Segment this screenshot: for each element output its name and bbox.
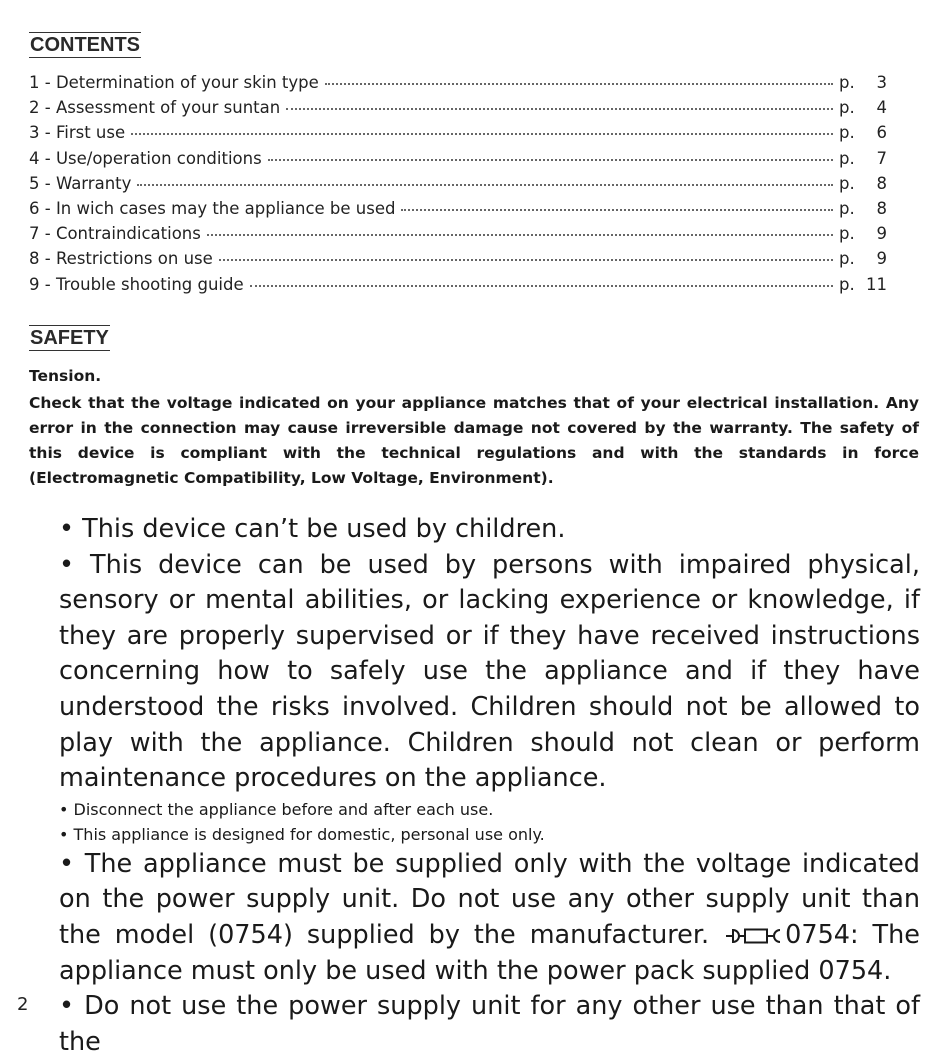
power-supply-symbol-icon	[723, 926, 781, 946]
toc-leader-dots	[250, 284, 833, 287]
power-pack-text: 0754: The appliance must only be used with the power pack supplied 0754.	[59, 919, 920, 986]
toc-page-prefix: p.	[839, 224, 855, 244]
toc-leader-dots	[325, 82, 833, 85]
bullet-impaired-persons: • This device can be used by persons with impaired physical, sensory or mental abilities, or lacking experience or knowledge, if they are properly supervised or if they have received instructions concerning how to safely use the appliance and if they have understood the risks involved. Children should not be allowed to play with the appliance. Children should not clean or perform maintenance procedures on the appliance.	[59, 549, 920, 794]
toc-page-number: 9	[876, 249, 887, 269]
tension-warning-text: Check that the voltage indicated on your appliance matches that of your electrical installation. Any error in the connection may cause irreversible damage not covered by the warranty. The safety of this device is compliant with the technical regulations and with the standards in force (Electromagnetic Compatibility, Low Voltage, Environment).	[29, 394, 919, 487]
bullet-other-use: • Do not use the power supply unit for any other use than that of the	[59, 991, 920, 1057]
toc-entry-title: 2 - Assessment of your suntan	[29, 98, 281, 118]
bullet-children: • This device can’t be used by children.	[59, 514, 566, 544]
toc-row	[29, 123, 887, 148]
bullet-disconnect: • Disconnect the appliance before and after each use.	[59, 799, 494, 819]
toc-entry-title: 6 - In wich cases may the appliance be used	[29, 198, 396, 218]
safety-heading: SAFETY	[30, 327, 109, 349]
toc-leader-dots	[207, 233, 833, 236]
toc-leader-dots	[401, 208, 833, 211]
toc-entry-title: 1 - Determination of your skin type	[29, 73, 319, 92]
toc-page-number: 8	[876, 198, 887, 218]
toc-entry-title: 8 - Restrictions on use	[29, 249, 213, 269]
toc-row	[29, 98, 887, 123]
toc-row	[29, 73, 887, 98]
toc-row	[29, 275, 887, 300]
toc-entry-title: 7 - Contraindications	[29, 224, 201, 244]
toc-page-prefix: p.	[839, 274, 855, 294]
toc-page-prefix: p.	[839, 73, 855, 92]
toc-leader-dots	[131, 132, 833, 135]
bullet-power-supply	[59, 847, 920, 989]
contents-heading: CONTENTS	[30, 34, 140, 56]
toc-row	[29, 249, 887, 274]
toc-page-prefix: p.	[839, 249, 855, 269]
tension-title: Tension.	[29, 367, 102, 385]
toc-row	[29, 149, 887, 174]
toc-leader-dots	[286, 107, 833, 110]
toc-page-prefix: p.	[839, 98, 855, 118]
bullet-domestic-use: • This appliance is designed for domestic, personal use only.	[59, 824, 545, 844]
toc-entry-title: 5 - Warranty	[29, 173, 132, 193]
toc-entry-title: 4 - Use/operation conditions	[29, 148, 262, 168]
toc-page-number: 8	[876, 173, 887, 193]
toc-page-number: 3	[876, 73, 887, 92]
toc-page-number: 11	[866, 274, 887, 294]
toc-page-prefix: p.	[839, 173, 855, 193]
toc-row	[29, 224, 887, 249]
toc-entry-title: 3 - First use	[29, 123, 126, 143]
power-supply-text: • The appliance must be supplied only with the voltage indicated on the power supply unit. Do not use any other supply unit than the model (0754) supplied by the manufacturer.	[59, 848, 920, 950]
toc-page-number: 7	[876, 148, 887, 168]
toc-leader-dots	[268, 158, 833, 161]
toc-page-prefix: p.	[839, 123, 855, 143]
toc-leader-dots	[137, 183, 833, 186]
table-of-contents	[29, 73, 887, 300]
toc-row	[29, 199, 887, 224]
toc-page-prefix: p.	[839, 148, 855, 168]
toc-entry-title: 9 - Trouble shooting guide	[29, 274, 244, 294]
toc-page-number: 6	[876, 123, 887, 143]
page-number: 2	[17, 994, 29, 1015]
safety-bullet-list	[59, 512, 920, 1060]
toc-page-prefix: p.	[839, 198, 855, 218]
toc-page-number: 4	[876, 98, 887, 118]
toc-row	[29, 174, 887, 199]
toc-leader-dots	[219, 258, 833, 261]
toc-page-number: 9	[876, 224, 887, 244]
